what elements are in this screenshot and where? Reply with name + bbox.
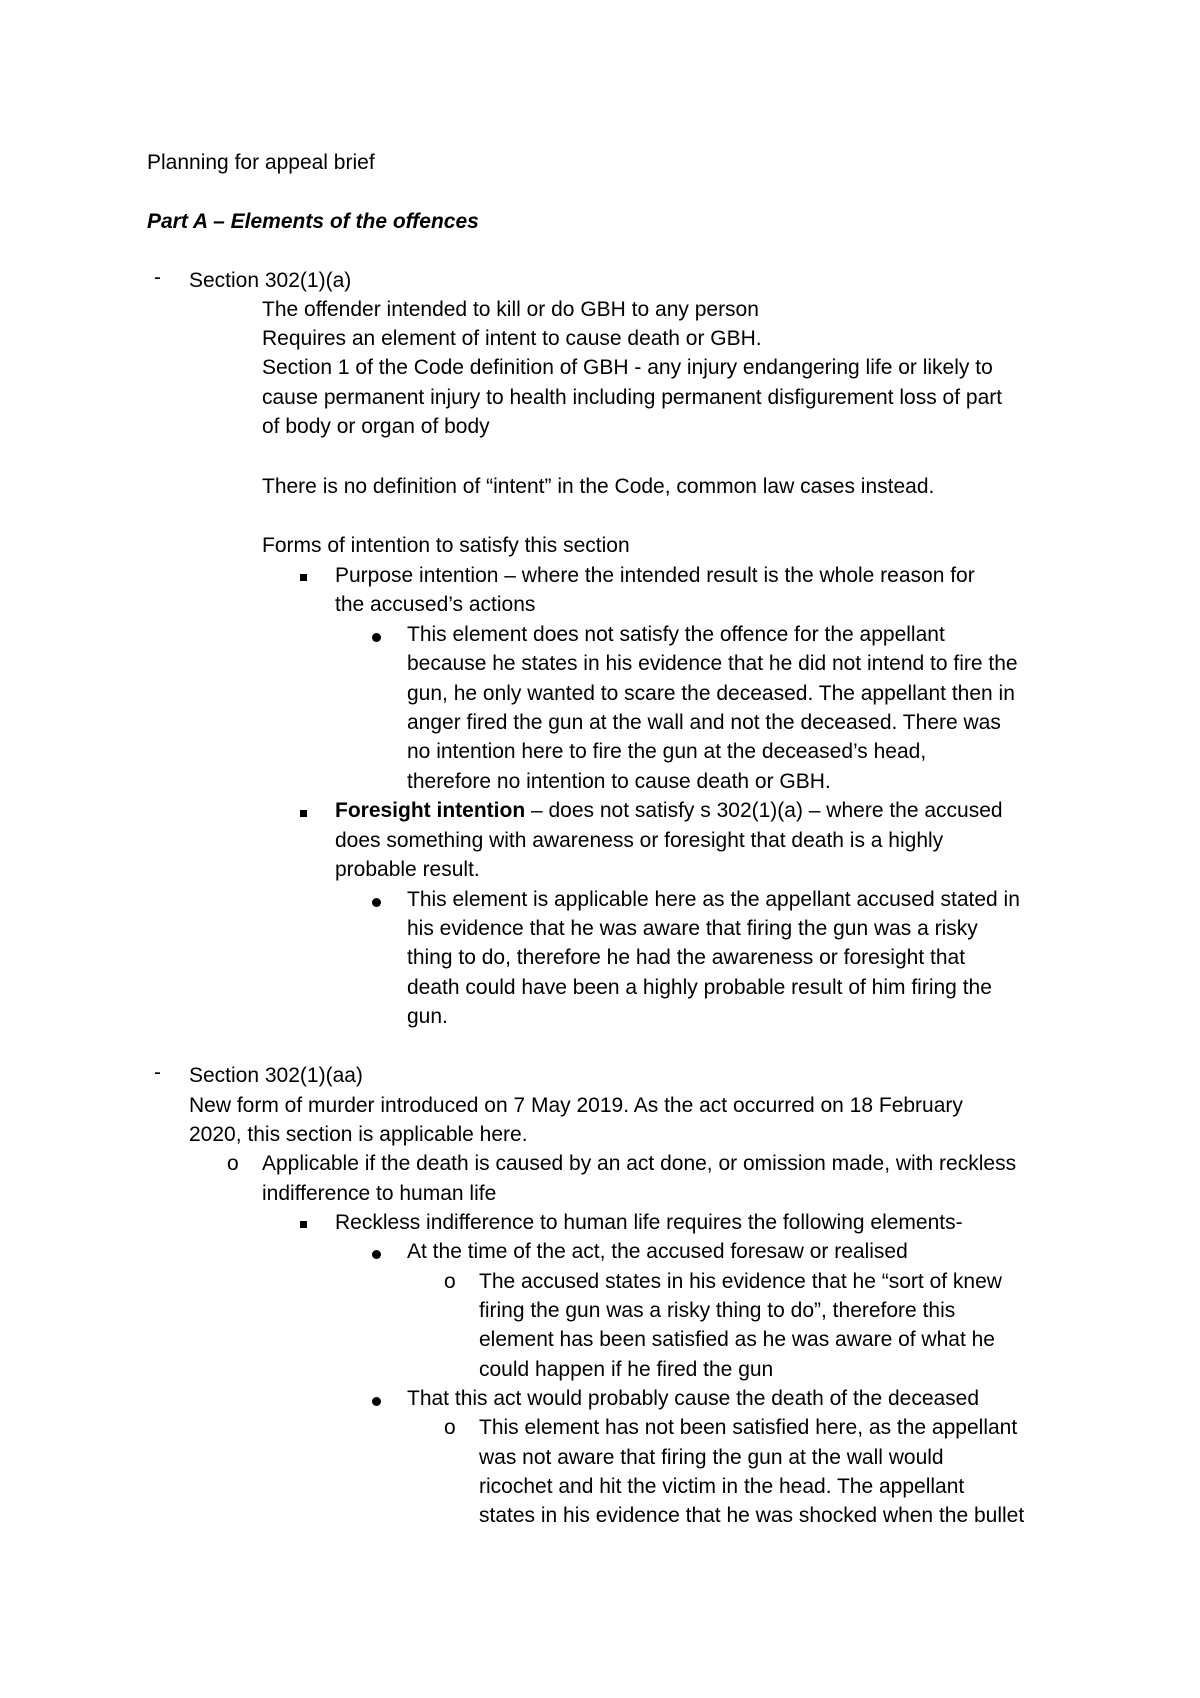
dash-bullet: - [154, 1061, 161, 1084]
round-bullet-icon [372, 1397, 381, 1406]
list-item-line: indifference to human life [262, 1182, 497, 1205]
list-item-line: anger fired the gun at the wall and not the deceased. There was [407, 711, 1001, 734]
round-bullet-icon [372, 898, 381, 907]
paragraph: The offender intended to kill or do GBH to any person [262, 298, 759, 321]
list-item-line: the accused’s actions [335, 593, 536, 616]
paragraph: Requires an element of intent to cause death or GBH. [262, 327, 762, 350]
list-item: At the time of the act, the accused foresaw or realised [407, 1240, 908, 1263]
list-item-line: Purpose intention – where the intended result is the whole reason for [335, 564, 975, 587]
list-item-line: gun. [407, 1005, 448, 1028]
list-item-line: This element has not been satisfied here, as the appellant [479, 1416, 1018, 1439]
circle-bullet: o [227, 1152, 239, 1175]
list-item: That this act would probably cause the death of the deceased [407, 1387, 980, 1410]
section-heading-302-1-a: Section 302(1)(a) [189, 269, 352, 292]
list-item-line: because he states in his evidence that he did not intend to fire the [407, 652, 1018, 675]
list-item-line: element has been satisfied as he was aware of what he [479, 1328, 995, 1351]
list-item-line: death could have been a highly probable result of him firing the [407, 976, 992, 999]
list-item-line: was not aware that firing the gun at the wall would [479, 1446, 944, 1469]
dash-bullet: - [154, 266, 161, 289]
paragraph-line: cause permanent injury to health including permanent disfigurement loss of part [262, 386, 1003, 409]
list-item-line: gun, he only wanted to scare the deceased. The appellant then in [407, 682, 1015, 705]
paragraph-line: of body or organ of body [262, 415, 490, 438]
list-item-line: does something with awareness or foresight that death is a highly [335, 829, 944, 852]
list-item-line: no intention here to fire the gun at the deceased’s head, [407, 740, 927, 763]
list-item-line: probable result. [335, 858, 480, 881]
circle-bullet: o [444, 1270, 456, 1293]
list-item-line: states in his evidence that he was shocked when the bullet [479, 1504, 1025, 1527]
paragraph-line: Section 1 of the Code definition of GBH - any injury endangering life or likely to [262, 356, 993, 379]
list-item-line: therefore no intention to cause death or GBH. [407, 770, 831, 793]
list-item-line: firing the gun was a risky thing to do”, therefore this [479, 1299, 956, 1322]
list-item: Reckless indifference to human life requires the following elements- [335, 1211, 963, 1234]
square-bullet-icon [300, 810, 307, 817]
foresight-term: Foresight intention [335, 799, 526, 822]
list-item-line: could happen if he fired the gun [479, 1358, 774, 1381]
square-bullet-icon [300, 574, 307, 581]
list-item-line: This element is applicable here as the appellant accused stated in [407, 888, 1020, 911]
paragraph-line: 2020, this section is applicable here. [189, 1123, 528, 1146]
round-bullet-icon [372, 633, 381, 642]
square-bullet-icon [300, 1221, 307, 1228]
list-item-line: his evidence that he was aware that firing the gun was a risky [407, 917, 978, 940]
part-a-heading: Part A – Elements of the offences [147, 210, 479, 233]
circle-bullet: o [444, 1416, 456, 1439]
list-item-line: ricochet and hit the victim in the head. The appellant [479, 1475, 965, 1498]
document-title: Planning for appeal brief [147, 151, 375, 174]
paragraph-line: New form of murder introduced on 7 May 2019. As the act occurred on 18 February [189, 1094, 963, 1117]
foresight-text: – does not satisfy s 302(1)(a) – where the accused [525, 799, 1003, 822]
paragraph: There is no definition of “intent” in the Code, common law cases instead. [262, 475, 935, 498]
round-bullet-icon [372, 1250, 381, 1259]
list-item-line: Applicable if the death is caused by an act done, or omission made, with reckless [262, 1152, 1017, 1175]
list-item-line: thing to do, therefore he had the awareness or foresight that [407, 946, 966, 969]
list-item-line: The accused states in his evidence that he “sort of knew [479, 1270, 1002, 1293]
list-item-line: This element does not satisfy the offence for the appellant [407, 623, 945, 646]
paragraph: Forms of intention to satisfy this section [262, 534, 630, 557]
section-heading-302-1-aa: Section 302(1)(aa) [189, 1064, 363, 1087]
list-item-line [335, 796, 1003, 826]
